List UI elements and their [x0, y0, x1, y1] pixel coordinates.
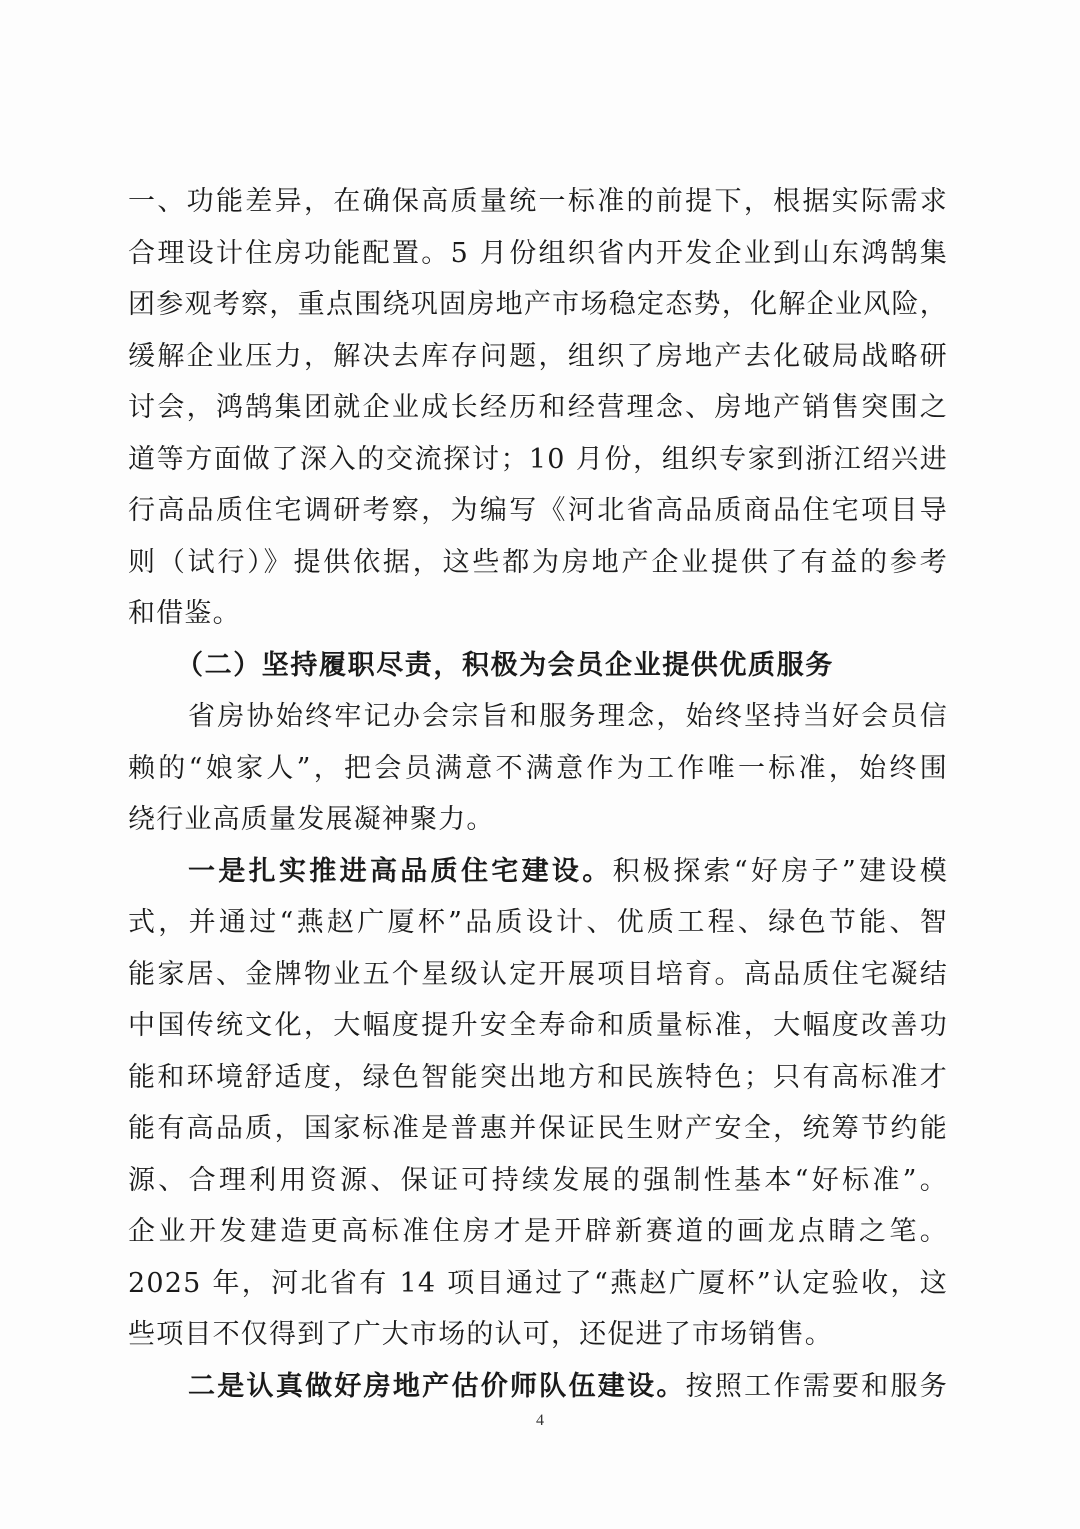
text-line: 团参观考察，重点围绕巩固房地产市场稳定态势，化解企业风险， [128, 289, 948, 320]
text-line: 则（试行）》提供依据，这些都为房地产企业提供了有益的参考 [128, 546, 948, 578]
text-line: 讨会，鸿鹄集团就企业成长经历和经营理念、房地产销售突围之 [128, 392, 948, 423]
text-line: 2025 年，河北省有 14 项目通过了“燕赵广厦杯”认定验收，这 [128, 1267, 948, 1299]
paragraph-lead: 一是扎实推进高品质住宅建设。 [188, 855, 613, 887]
text-line: 赖的“娘家人”，把会员满意不满意作为工作唯一标准，始终围 [128, 752, 948, 784]
text-line: 合理设计住房功能配置。5 月份组织省内开发企业到山东鸿鹄集 [128, 237, 948, 269]
section-heading: （二）坚持履职尽责，积极为会员企业提供优质服务 [176, 649, 834, 681]
text-line: 中国传统文化，大幅度提升安全寿命和质量标准，大幅度改善功 [128, 1010, 948, 1041]
body-text [128, 176, 948, 1412]
text-line: 省房协始终牢记办会宗旨和服务理念，始终坚持当好会员信 [188, 701, 948, 732]
paragraph-rest: 按照工作需要和服务 [685, 1370, 948, 1402]
text-line: 源、合理利用资源、保证可持续发展的强制性基本“好标准”。 [128, 1164, 948, 1196]
paragraph-rest: 积极探索“好房子”建设模 [612, 855, 948, 887]
text-line: 行高品质住宅调研考察，为编写《河北省高品质商品住宅项目导 [128, 495, 948, 526]
text-line: 道等方面做了深入的交流探讨；10 月份，组织专家到浙江绍兴进 [128, 443, 948, 475]
text-line: 能有高品质，国家标准是普惠并保证民生财产安全，统筹节约能 [128, 1113, 948, 1144]
text-line: 些项目不仅得到了广大市场的认可，还促进了市场销售。 [128, 1319, 833, 1350]
text-line: 和借鉴。 [128, 598, 241, 629]
paragraph-lead: 二是认真做好房地产估价师队伍建设。 [188, 1370, 686, 1402]
text-line: 能家居、金牌物业五个星级认定开展项目培育。高品质住宅凝结 [128, 958, 948, 990]
page-number: 4 [536, 1412, 544, 1429]
text-line: 企业开发建造更高标准住房才是开辟新赛道的画龙点睛之笔。 [128, 1216, 948, 1247]
text-line: 能和环境舒适度，绿色智能突出地方和民族特色；只有高标准才 [128, 1061, 948, 1093]
text-line: 绕行业高质量发展凝神聚力。 [128, 804, 495, 835]
text-line: 缓解企业压力，解决去库存问题，组织了房地产去化破局战略研 [128, 340, 948, 372]
text-line [128, 846, 948, 898]
text-line: 一、功能差异，在确保高质量统一标准的前提下，根据实际需求 [128, 186, 948, 217]
text-line [128, 1361, 948, 1413]
text-line: 式，并通过“燕赵广厦杯”品质设计、优质工程、绿色节能、智 [128, 907, 948, 938]
